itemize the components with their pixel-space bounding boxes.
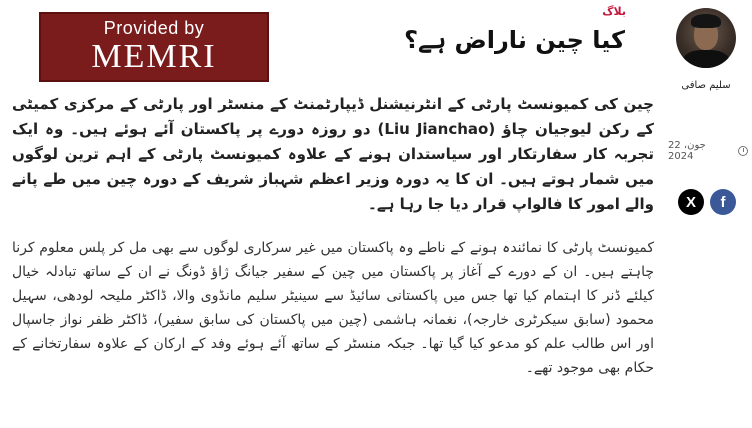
- category-label[interactable]: بلاگ: [602, 5, 626, 18]
- share-x-button[interactable]: X: [678, 189, 704, 215]
- memri-provided-by-text: Provided by: [103, 18, 205, 38]
- share-facebook-button[interactable]: f: [710, 189, 736, 215]
- clock-icon: [738, 146, 748, 156]
- author-block: [664, 8, 748, 91]
- memri-watermark-banner: [39, 12, 269, 82]
- article-title: کیا چین ناراض ہے؟: [404, 26, 625, 54]
- article-body-paragraph: کمیونسٹ پارٹی کا نمائندہ ہونے کے ناطے وہ پاکستان میں غیر سرکاری لوگوں سے بھی مل کر پلس معلوم کرنا چاہتے ہیں۔ ان کے دورے کے آغاز پر پاکستان میں چین کے سفیر جیانگ ژاؤ ڈونگ نے ان کے ساتھ تبادلہ خیال کیلئے ڈنر کا اہتمام کیا تھا جس میں پاکستانی سائیڈ سے سینیٹر سلیم مانڈوی والا، ڈاکٹر ملیحہ لودھی، سہیل محمود (سابق سیکرٹری خارجہ)، نغمانہ ہاشمی (چین میں پاکستان کی سابق سفیر)، ڈاکٹر ظفر نواز جاسپال اور اس طالب علم کو مدعو کیا گیا تھا۔ جبکہ منسٹر کے ساتھ آئے ہوئے وفد کے ارکان کے علاوہ سفارتخانے کے حکام بھی موجود تھے۔: [12, 240, 654, 376]
- author-name[interactable]: سلیم صافی: [681, 80, 731, 91]
- author-avatar[interactable]: [676, 8, 736, 68]
- publish-date: [668, 140, 748, 162]
- publish-date-text: 22 جون، 2024: [668, 140, 706, 162]
- share-buttons: [678, 189, 736, 215]
- memri-logo-text: MEMRI: [91, 38, 217, 75]
- article-lead-paragraph: چین کی کمیونسٹ پارٹی کے انٹرنیشنل ڈیپارٹمنٹ کے منسٹر اور پارٹی کے مرکزی کمیٹی کے رکن لیوجیان چاؤ (Liu Jianchao) دو روزہ دورے پر پاکستان آئے ہوئے ہیں۔ وہ ایک تجربہ کار سفارتکار اور سیاستدان ہونے کے علاوہ کمیونسٹ پارٹی کے اہم ترین لوگوں میں شمار ہوتے ہیں۔ ان کا یہ دورہ وزیر اعظم شہباز شریف کے دورہ چین میں طے پانے والے امور کا فالواپ قرار دیا جا رہا ہے۔: [12, 95, 655, 213]
